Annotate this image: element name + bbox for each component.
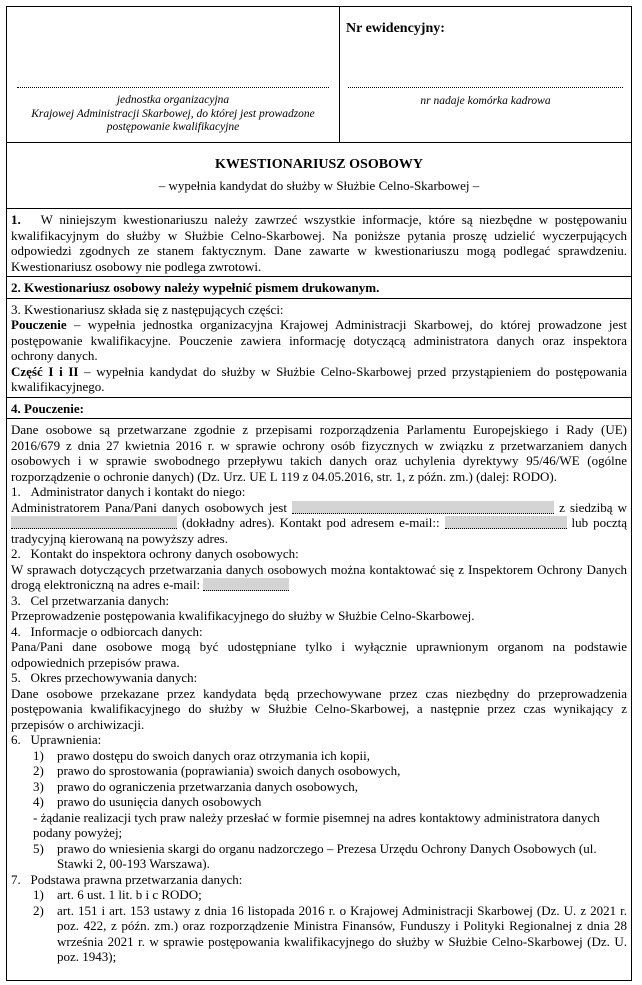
legal-basis-item: 1) art. 6 ust. 1 lit. b i c RODO; [33,887,202,902]
section-2: 2. Kwestionariusz osobowy należy wypełnić pismem drukowanym. [7,277,631,299]
rodo-intro: Dane osobowe są przetwarzane zgodnie z przepisami rozporządzenia Parlamentu Europejskiego i Rady (UE) 2016/679 z dnia 27 kwietnia 2016 r. w sprawie ochrony osób fizycznych w związku z przetwarzaniem danych osobowych i w sprawie swobodnego przepływu takich danych oraz uchylenia dyrektywy 95/46/WE (ogólne rozporządzenie o ochronie danych) (Dz. Urz. UE L 119 z 04.05.2016, str. 1, z późn. zm.) (dalej: RODO). [11,422,627,484]
header-table [7,7,631,143]
recipients-heading: 4. Informacje o odbiorcach danych: [11,623,203,639]
admin-text: Administratorem Pana/Pani danych osobowych jest z siedzibą w (dokładny adres). Kontakt pod adresem e-mail:: lub pocztą tradycyjną kierowaną na powyższy adres. [11,499,628,546]
rights-item: 3) prawo do ograniczenia przetwarzania danych osobowych, [33,778,359,794]
legal-basis-heading: 7. Podstawa prawna przetwarzania danych: [11,871,243,887]
section-1-text: W niniejszym kwestionariuszu należy zawrzeć wszystkie informacje, które są niezbędne w postępowaniu kwalifikacyjnym do służby w Służbie Celno-Skarbowej. Na poniższe pytania proszę udzielić wyczerpujących odpowiedzi zgodnych ze stanem faktycznym. Dane zawarte w kwestionariuszu mogą podlegać sprawdzeniu. Kwestionariusz osobowy nie podlega zwrotowi. [11,212,627,274]
retention-heading: 5. Okres przechowywania danych: [11,670,198,685]
document-title: KWESTIONARIUSZ OSOBOWY [214,157,424,172]
rights-item: 1) prawo dostępu do swoich danych oraz otrzymania ich kopii, [33,747,370,763]
record-number-field[interactable] [348,87,623,88]
organization-unit-caption: jednostka organizacyjna Krajowej Administracji Skarbowej, do której jest prowadzone postępowanie kwalifikacyjne [31,94,315,133]
record-number-cell [340,7,631,142]
title-box [7,143,631,209]
section-4-heading: 4. Pouczenie: [7,398,631,420]
section-3 [7,299,631,398]
record-number-label: Nr ewidencyjny: [346,21,445,36]
section-3-part-pouczenie: Pouczenie – wypełnia jednostka organizacyjna Krajowej Administracji Skarbowej, do której prowadzone jest postępowanie kwalifikacyjne. Pouczenie zawiera informację dotyczącą administratora danych oraz inspektora ochrony danych. [11,317,627,363]
admin-heading: 1. Administrator danych i kontakt do niego: [11,484,246,499]
iod-email-field[interactable] [203,578,289,591]
record-number-caption: nr nadaje komórka kadrowa [420,95,551,107]
document-subtitle: – wypełnia kandydat do służby w Służbie Celno-Skarbowej – [158,178,480,193]
questionnaire-page [6,6,632,981]
purpose-heading: 3. Cel przetwarzania danych: [11,592,170,608]
admin-address-field[interactable] [11,516,177,529]
rights-item: 4) prawo do usunięcia danych osobowych [33,794,262,809]
retention-text: Dane osobowe przekazane przez kandydata będą przechowywane przez czas niezbędny do przeprowadzenia postępowania kwalifikacyjnego do służby w Służbie Celno-Skarbowej, a następnie przez czas wynikający z przepisów o archiwizacji. [11,685,627,732]
section-3-intro: 3. Kwestionariusz składa się z następujących części: [11,301,284,317]
section-1: 1. W niniejszym kwestionariuszu należy zawrzeć wszystkie informacje, które są niezbędne w postępowaniu kwalifikacyjnym do służby w Służbie Celno-Skarbowej. Na poniższe pytania proszę udzielić wyczerpujących odpowiedzi zgodnych ze stanem faktycznym. Dane zawarte w kwestionariuszu mogą podlegać sprawdzeniu. Kwestionariusz osobowy nie podlega zwrotowi. [7,209,631,277]
section-3-part-i-ii: Część I i II – wypełnia kandydat do służby w Służbie Celno-Skarbowej przed przystąpieniem do postępowania kwalifikacyjnego. [11,363,628,394]
rights-item: 2) prawo do sprostowania (poprawiania) swoich danych osobowych, [33,763,401,778]
admin-email-field[interactable] [445,516,567,529]
iod-heading: 2. Kontakt do inspektora ochrony danych osobowych: [11,546,299,561]
recipients-text: Pana/Pani dane osobowe mogą być udostępniane tylko i wyłącznie uprawnionym organom na podstawie odpowiednich przepisów prawa. [11,639,627,670]
admin-name-field[interactable] [292,501,554,514]
rights-note: - żądanie realizacji tych praw należy przesłać w formie pisemnej na adres kontaktowy administratora danych podany powyżej; [33,809,600,840]
iod-text: W sprawach dotyczących przetwarzania danych osobowych można kontaktować się z Inspektorem Ochrony Danych drogą elektroniczną na adres e-mail: [11,561,627,592]
organization-unit-cell [7,7,340,142]
organization-unit-field[interactable] [17,87,329,88]
rights-heading: 6. Uprawnienia: [11,732,102,747]
legal-basis-item: 2) art. 151 i art. 153 ustawy z dnia 16 listopada 2016 r. o Krajowej Administracji Skarbowej (Dz. U. z 2021 r. poz. 422, z późn. zm.) oraz rozporządzenie Ministra Finansów, Funduszy i Polityki Regionalnej z dnia 28 września 2021 r. w sprawie postępowania kwalifikacyjnego do służby w Służbie Celno-Skarbowej (Dz. U. poz. 1943); [33,902,627,964]
rights-item: 5) prawo do wniesienia skargi do organu nadzorczego – Prezesa Urzędu Ochrony Danych Osobowych (ul. Stawki 2, 00-193 Warszawa). [33,840,597,871]
section-4-body [7,419,631,967]
purpose-text: Przeprowadzenie postępowania kwalifikacyjnego do służby w Służbie Celno-Skarbowej. [11,608,475,623]
